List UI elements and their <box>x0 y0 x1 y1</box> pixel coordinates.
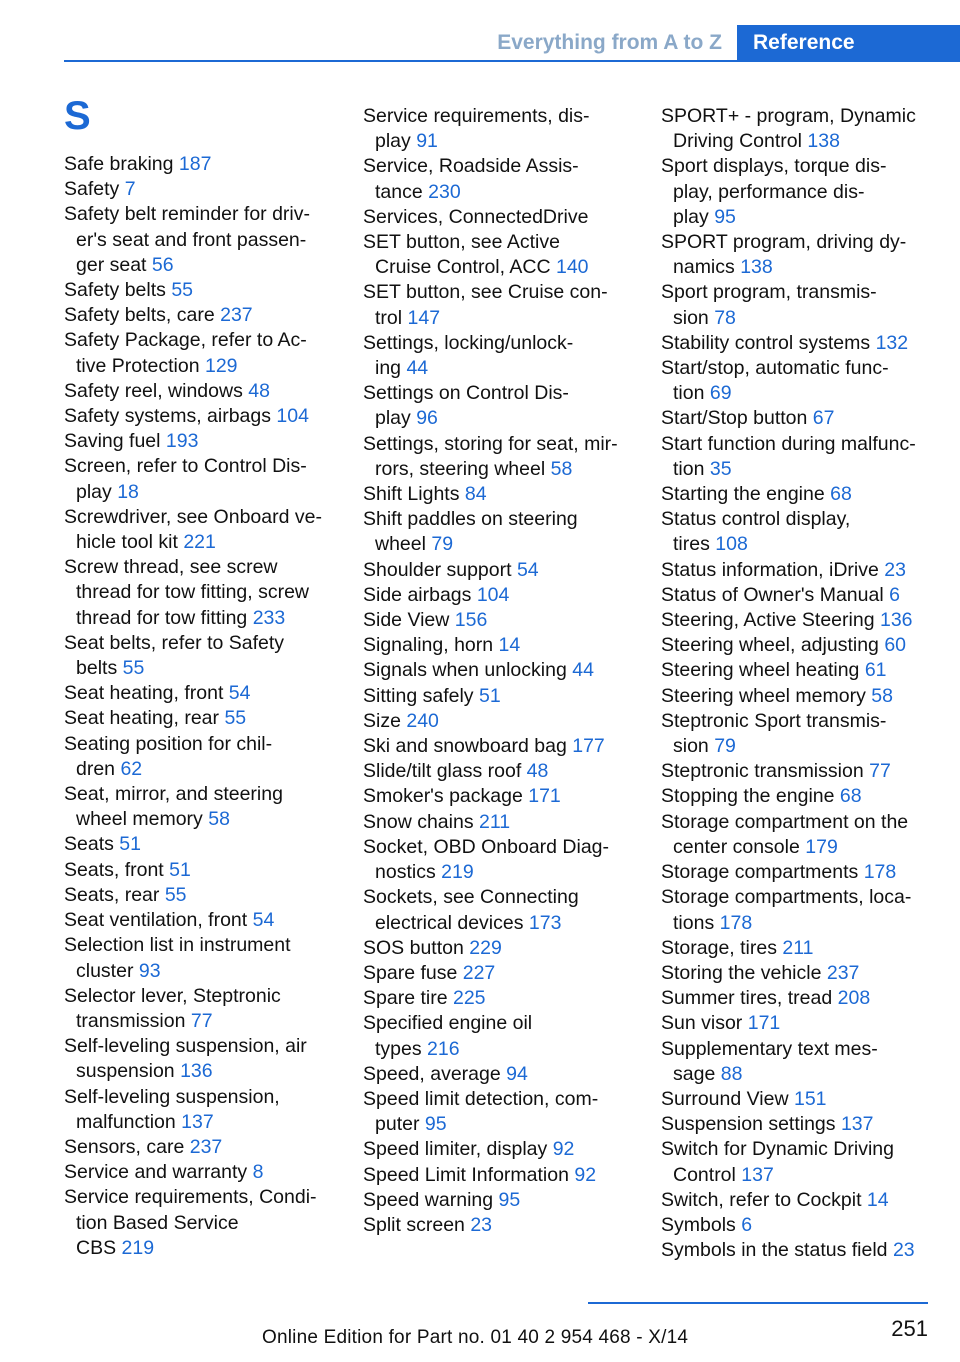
index-entry-text: Seats, front <box>64 858 164 881</box>
page-reference-link[interactable]: 193 <box>165 430 199 453</box>
index-entry <box>64 858 334 883</box>
page-reference-link[interactable]: 230 <box>428 180 461 203</box>
index-entry-text: Steering wheel heating <box>661 659 860 682</box>
page-reference-link[interactable]: 108 <box>715 533 748 556</box>
index-entry <box>363 633 633 658</box>
index-entry-text: Seats, rear <box>64 883 160 906</box>
index-entry <box>64 933 334 983</box>
index-entry-text: Selection list in instrument cluster <box>64 934 291 982</box>
index-entry <box>661 356 933 406</box>
index-entry <box>64 404 334 429</box>
index-entry <box>363 104 633 154</box>
page-reference-link[interactable]: 227 <box>462 961 496 984</box>
index-entry-text: Surround View <box>661 1087 789 1110</box>
index-entry-text: Shift Lights <box>363 483 460 506</box>
index-entry-text: Sport program, transmis- sion <box>661 281 877 329</box>
index-entry <box>661 936 933 961</box>
page-reference-link[interactable]: 44 <box>572 659 594 682</box>
index-entry-text: Suspension settings <box>661 1113 836 1136</box>
page-reference-link[interactable]: 60 <box>884 634 907 657</box>
page-reference-link[interactable]: 6 <box>889 583 900 606</box>
page-reference-link[interactable]: 179 <box>805 835 838 858</box>
page-reference-link[interactable]: 23 <box>892 1239 915 1262</box>
index-entry <box>64 505 334 555</box>
index-entry <box>363 154 633 204</box>
index-entry-text: Seat, mirror, and steering wheel memory <box>64 783 283 831</box>
index-entry-text: Self-leveling suspension, air suspension <box>64 1035 307 1083</box>
index-entry-text: Steering wheel, adjusting <box>661 634 879 657</box>
index-entry <box>661 331 933 356</box>
index-entry <box>661 154 933 230</box>
index-entry-text: Summer tires, tread <box>661 987 833 1010</box>
page-reference-link[interactable]: 92 <box>552 1138 575 1161</box>
page-reference-link[interactable]: 67 <box>812 407 835 430</box>
index-entry <box>363 684 633 709</box>
index-entry-text: Safety <box>64 178 120 201</box>
page-reference-link[interactable]: 147 <box>407 306 441 329</box>
index-entry <box>64 429 334 454</box>
index-entry-text: Start/Stop button <box>661 407 808 430</box>
index-entry <box>661 406 933 431</box>
index-letter-heading: S <box>64 94 91 138</box>
index-entry <box>661 1137 933 1187</box>
page-reference-link[interactable]: 78 <box>714 306 736 329</box>
index-entry <box>661 1238 933 1263</box>
index-entry <box>661 759 933 784</box>
page-reference-link[interactable]: 95 <box>424 1113 447 1136</box>
index-entry <box>661 860 933 885</box>
index-entry <box>363 936 633 961</box>
index-entry <box>64 1085 334 1135</box>
index-entry-text: Screw thread, see screw thread for tow fitting, screw thread for tow fitting <box>64 556 310 629</box>
index-entry-text: Sun visor <box>661 1012 743 1035</box>
page-reference-link[interactable]: 138 <box>807 130 840 153</box>
page-reference-link[interactable]: 88 <box>720 1062 743 1085</box>
page-reference-link[interactable]: 187 <box>178 153 212 175</box>
page-reference-link[interactable]: 136 <box>180 1060 213 1083</box>
index-entry-text: Start function during malfunc- tion <box>661 432 916 480</box>
page-reference-link[interactable]: 14 <box>498 634 521 657</box>
index-entry-text: Service, Roadside Assis- tance <box>363 155 579 203</box>
index-entry-text: Socket, OBD Onboard Diag- nostics <box>363 835 610 884</box>
index-entry-text: Spare tire <box>363 987 448 1010</box>
index-entry <box>64 832 334 857</box>
page-reference-link[interactable]: 237 <box>826 961 860 984</box>
index-entry-text: Settings, storing for seat, mir- rors, steering wheel <box>363 432 618 480</box>
index-entry-text: Ski and snowboard bag <box>363 735 567 758</box>
index-entry-text: Speed limit detection, com- puter <box>363 1087 599 1136</box>
page-reference-link[interactable]: 77 <box>190 1009 213 1032</box>
index-entry <box>363 583 633 608</box>
index-entry <box>661 1011 933 1036</box>
page-reference-link[interactable]: 55 <box>171 279 194 302</box>
page-reference-link[interactable]: 55 <box>164 883 187 906</box>
page-reference-link[interactable]: 77 <box>869 760 891 783</box>
index-entry-text: SET button, see Cruise con- trol <box>363 281 608 329</box>
index-entry <box>661 230 933 280</box>
page-number: 251 <box>891 1316 928 1341</box>
index-entry <box>363 1163 633 1188</box>
index-entry-text: Status control display, tires <box>661 508 851 556</box>
index-entry <box>64 152 334 177</box>
index-entry-text: Supplementary text mes- sage <box>661 1037 878 1085</box>
index-entry <box>661 986 933 1011</box>
page-reference-link[interactable]: 132 <box>875 331 909 354</box>
page-reference-link[interactable]: 68 <box>830 483 852 506</box>
index-entry-text: Sockets, see Connecting electrical devices <box>363 886 579 934</box>
page-reference-link[interactable]: 94 <box>506 1062 528 1085</box>
page-reference-link[interactable]: 51 <box>119 833 141 856</box>
index-entry <box>661 507 933 557</box>
page-reference-link[interactable]: 92 <box>574 1163 597 1186</box>
page-reference-link[interactable]: 136 <box>879 609 913 632</box>
index-entry <box>363 759 633 784</box>
page-reference-link[interactable]: 229 <box>469 936 502 959</box>
index-entry <box>363 658 633 683</box>
page-header <box>0 0 960 62</box>
index-entry <box>661 558 933 583</box>
index-entry <box>661 709 933 759</box>
page-reference-link[interactable]: 140 <box>555 256 589 279</box>
section-title: Everything from A to Z <box>497 31 722 54</box>
index-entry-text: Size <box>363 709 401 732</box>
index-entry <box>363 280 633 330</box>
page-reference-link[interactable]: 48 <box>248 379 270 402</box>
index-entry <box>363 961 633 986</box>
index-entry <box>363 734 633 759</box>
index-entry <box>363 709 633 734</box>
index-entry <box>363 986 633 1011</box>
page-reference-link[interactable]: 237 <box>220 304 253 327</box>
index-entry-text: Seats <box>64 833 114 856</box>
index-entry-text: Shift paddles on steering wheel <box>363 508 578 556</box>
index-entry <box>64 1034 334 1084</box>
index-entry-text: Split screen <box>363 1213 465 1236</box>
index-entry <box>64 631 334 681</box>
index-entry <box>64 379 334 404</box>
page-reference-link[interactable]: 137 <box>181 1110 214 1133</box>
index-entry <box>661 961 933 986</box>
index-entry-text: Seating position for chil- dren <box>64 732 273 780</box>
index-entry-text: Self-leveling suspension, malfunction <box>64 1085 280 1133</box>
index-entry <box>363 381 633 431</box>
page-reference-link[interactable]: 55 <box>224 707 247 730</box>
index-entry <box>363 608 633 633</box>
index-entry-text: Status of Owner's Manual <box>661 583 884 606</box>
index-entry-text: Signals when unlocking <box>363 659 567 682</box>
index-entry-text: Side View <box>363 609 450 632</box>
page-reference-link[interactable]: 58 <box>550 457 573 480</box>
index-entry <box>64 278 334 303</box>
page-reference-link[interactable]: 68 <box>839 785 862 808</box>
index-entry <box>64 328 334 378</box>
page-reference-link[interactable]: 55 <box>122 657 145 680</box>
index-entry-text: Storage compartments, loca- tions <box>661 886 912 934</box>
index-column-3 <box>661 104 933 1263</box>
page-reference-link[interactable]: 95 <box>498 1188 521 1211</box>
index-entry-text: Safe braking <box>64 153 174 175</box>
index-entry-text: SET button, see Active Cruise Control, ACC <box>363 231 560 279</box>
index-entry-text: Safety Package, refer to Ac- tive Protection <box>64 329 307 377</box>
page-reference-link[interactable]: 221 <box>183 531 216 554</box>
index-entry-text: SPORT+ - program, Dynamic Driving Control <box>661 105 916 153</box>
index-entry-text: Storing the vehicle <box>661 961 822 984</box>
index-entry-text: Speed limiter, display <box>363 1138 548 1161</box>
index-entry-text: Steering wheel memory <box>661 684 866 707</box>
index-entry-text: Seat heating, rear <box>64 707 220 730</box>
index-entry-text: Settings, locking/unlock- ing <box>363 331 574 380</box>
index-entry <box>363 205 633 230</box>
index-entry <box>64 782 334 832</box>
page-reference-link[interactable]: 104 <box>476 583 510 606</box>
page-reference-link[interactable]: 58 <box>208 808 230 831</box>
page-reference-link[interactable]: 23 <box>884 558 906 581</box>
index-entry-text: Speed warning <box>363 1188 494 1211</box>
page-reference-link[interactable]: 54 <box>228 682 251 705</box>
index-entry <box>64 883 334 908</box>
reference-tab[interactable]: Reference <box>737 25 960 61</box>
index-entry-text: Speed, average <box>363 1062 501 1085</box>
index-entry-text: Settings on Control Dis- play <box>363 382 569 430</box>
page-reference-link[interactable]: 137 <box>840 1113 874 1136</box>
index-entry-text: SPORT program, driving dy- namics <box>661 231 907 279</box>
index-entry-text: Stability control systems <box>661 331 871 354</box>
index-entry-text: Shoulder support <box>363 558 512 581</box>
index-entry-text: Storage, tires <box>661 936 777 959</box>
index-entry-text: Services, ConnectedDrive <box>363 205 589 228</box>
page-reference-link[interactable]: 84 <box>464 483 487 506</box>
page-reference-link[interactable]: 18 <box>117 480 139 503</box>
page-reference-link[interactable]: 216 <box>427 1037 460 1060</box>
index-entry <box>661 280 933 330</box>
index-entry <box>64 908 334 933</box>
index-entry-text: Steptronic transmission <box>661 760 864 783</box>
page-reference-link[interactable]: 138 <box>740 256 773 279</box>
index-entry <box>64 1160 334 1185</box>
index-entry-text: Sport displays, torque dis- play, performance dis- play <box>661 155 887 228</box>
index-entry <box>661 810 933 860</box>
index-entry-text: Side airbags <box>363 583 472 606</box>
index-entry <box>661 1188 933 1213</box>
index-entry <box>661 104 933 154</box>
index-entry <box>363 885 633 935</box>
page-reference-link[interactable]: 211 <box>782 936 814 959</box>
page-reference-link[interactable]: 23 <box>470 1213 493 1236</box>
page-reference-link[interactable]: 171 <box>747 1012 781 1035</box>
index-entry-text: Safety belt reminder for driv- er's seat and front passen- ger seat <box>64 203 311 276</box>
index-entry-text: Sensors, care <box>64 1135 185 1158</box>
page-reference-link[interactable]: 208 <box>837 987 871 1010</box>
index-entry <box>64 706 334 731</box>
index-entry-text: Seat heating, front <box>64 682 224 705</box>
page-reference-link[interactable]: 237 <box>189 1135 223 1158</box>
index-entry-text: Seat ventilation, front <box>64 909 248 932</box>
page-reference-link[interactable]: 14 <box>866 1188 889 1211</box>
page-reference-link[interactable]: 129 <box>204 354 238 377</box>
index-entry <box>661 1087 933 1112</box>
index-entry <box>64 454 334 504</box>
page-reference-link[interactable]: 95 <box>714 205 736 228</box>
page-reference-link[interactable]: 54 <box>252 909 275 932</box>
header-divider <box>64 60 960 62</box>
page-reference-link[interactable]: 51 <box>169 858 191 881</box>
index-entry-text: Start/stop, automatic func- tion <box>661 357 889 405</box>
page-reference-link[interactable]: 61 <box>864 659 887 682</box>
index-entry <box>363 1188 633 1213</box>
page-reference-link[interactable]: 225 <box>452 987 486 1010</box>
index-entry <box>661 608 933 633</box>
page-reference-link[interactable]: 62 <box>120 757 143 780</box>
index-entry <box>661 684 933 709</box>
index-entry-text: Selector lever, Steptronic transmission <box>64 984 281 1032</box>
page-reference-link[interactable]: 219 <box>441 861 474 884</box>
index-entry-text: Storage compartment on the center console <box>661 810 909 858</box>
index-column-1 <box>64 96 334 1261</box>
page-reference-link[interactable]: 137 <box>741 1163 774 1186</box>
index-entry-text: Service requirements, dis- play <box>363 105 590 153</box>
index-entry <box>661 583 933 608</box>
page-reference-link[interactable]: 104 <box>276 405 309 428</box>
index-entry-text: Symbols in the status field <box>661 1239 888 1262</box>
index-entry <box>64 1185 334 1261</box>
index-entry <box>64 177 334 202</box>
index-entry <box>363 432 633 482</box>
index-entry-text: Screwdriver, see Onboard ve- hicle tool kit <box>64 505 322 554</box>
index-entry <box>363 482 633 507</box>
page-reference-link[interactable]: 58 <box>871 684 893 707</box>
index-entry <box>661 784 933 809</box>
index-entry-text: Steptronic Sport transmis- sion <box>661 709 887 758</box>
index-entry-text: Smoker's package <box>363 785 523 808</box>
page-reference-link[interactable]: 219 <box>121 1236 155 1259</box>
page-reference-link[interactable]: 69 <box>709 382 732 405</box>
index-entry <box>64 202 334 278</box>
edition-note: Online Edition for Part no. 01 40 2 954 468 - X/14 <box>262 1327 689 1348</box>
index-entry <box>661 658 933 683</box>
index-entry <box>64 1135 334 1160</box>
index-entry <box>661 432 933 482</box>
index-entry-text: Spare fuse <box>363 961 458 984</box>
page-reference-link[interactable]: 7 <box>124 178 136 201</box>
index-entry <box>363 230 633 280</box>
index-entry-text: Speed Limit Information <box>363 1163 569 1186</box>
page-reference-link[interactable]: 44 <box>406 357 429 380</box>
index-entry <box>363 331 633 381</box>
index-entry <box>661 1213 933 1238</box>
index-entry-text: Seat belts, refer to Safety belts <box>64 631 285 680</box>
index-entry <box>661 482 933 507</box>
index-entry <box>363 1011 633 1061</box>
page-reference-link[interactable]: 171 <box>528 785 561 808</box>
index-entry-text: Switch for Dynamic Driving Control <box>661 1138 894 1186</box>
page-reference-link[interactable]: 79 <box>714 735 736 758</box>
index-entry-text: Stopping the engine <box>661 785 835 808</box>
index-entry-text: Screen, refer to Control Dis- play <box>64 455 307 503</box>
index-entry <box>661 1112 933 1137</box>
page-reference-link[interactable]: 177 <box>572 735 605 758</box>
index-entry <box>64 555 334 631</box>
page-reference-link[interactable]: 178 <box>719 911 753 934</box>
index-entry <box>363 835 633 885</box>
index-entry-text: Safety belts, care <box>64 304 215 327</box>
page-reference-link[interactable]: 54 <box>516 558 539 581</box>
page-reference-link[interactable]: 48 <box>526 760 549 783</box>
index-entry-text: Starting the engine <box>661 483 825 506</box>
index-entry-text: Symbols <box>661 1213 736 1236</box>
index-entry <box>363 1087 633 1137</box>
page-reference-link[interactable]: 178 <box>863 861 897 884</box>
index-entry <box>64 303 334 328</box>
index-entry <box>661 1037 933 1087</box>
index-entry-text: Service and warranty <box>64 1161 248 1184</box>
index-entry-text: Sitting safely <box>363 684 474 707</box>
page-reference-link[interactable]: 173 <box>528 911 562 934</box>
page-reference-link[interactable]: 51 <box>478 684 501 707</box>
page-reference-link[interactable]: 151 <box>793 1087 827 1110</box>
index-entry-text: Status information, iDrive <box>661 558 879 581</box>
index-entry-text: Saving fuel <box>64 430 161 453</box>
page-reference-link[interactable]: 96 <box>416 407 438 430</box>
index-entry-text: Storage compartments <box>661 861 859 884</box>
index-entry-text: Specified engine oil types <box>363 1012 533 1060</box>
page-reference-link[interactable]: 91 <box>416 130 438 153</box>
index-entry <box>661 885 933 935</box>
index-entry-text: Signaling, horn <box>363 634 494 657</box>
page-reference-link[interactable]: 8 <box>252 1161 264 1184</box>
index-entry <box>363 507 633 557</box>
index-entry <box>661 633 933 658</box>
index-entry-text: Safety systems, airbags <box>64 405 271 428</box>
page-reference-link[interactable]: 79 <box>431 533 454 556</box>
page-reference-link[interactable]: 93 <box>138 959 161 982</box>
index-entry-text: Steering, Active Steering <box>661 609 875 632</box>
index-entry <box>64 732 334 782</box>
index-entry <box>363 1137 633 1162</box>
index-entry-text: Slide/tilt glass roof <box>363 760 522 783</box>
index-entry <box>64 984 334 1034</box>
index-entry <box>363 810 633 835</box>
index-entry <box>64 681 334 706</box>
page-reference-link[interactable]: 56 <box>151 253 174 276</box>
index-entry <box>363 558 633 583</box>
index-entry-text: Switch, refer to Cockpit <box>661 1188 862 1211</box>
index-entry-text: Snow chains <box>363 810 474 833</box>
page-reference-link[interactable]: 156 <box>454 609 488 632</box>
index-entry <box>363 1213 633 1238</box>
footer-divider <box>588 1302 928 1304</box>
index-entry-text: SOS button <box>363 936 464 959</box>
index-entry-text: Service requirements, Condi- tion Based Service CBS <box>64 1186 317 1259</box>
index-entry-text: Safety reel, windows <box>64 379 243 402</box>
index-entry <box>363 784 633 809</box>
index-entry-text: Safety belts <box>64 279 166 302</box>
index-column-2 <box>363 104 633 1238</box>
page-reference-link[interactable]: 6 <box>741 1213 753 1236</box>
page-reference-link[interactable]: 240 <box>406 709 439 732</box>
page-reference-link[interactable]: 211 <box>479 810 511 833</box>
page-reference-link[interactable]: 35 <box>709 457 732 480</box>
index-entry <box>363 1062 633 1087</box>
page-reference-link[interactable]: 233 <box>252 606 286 629</box>
